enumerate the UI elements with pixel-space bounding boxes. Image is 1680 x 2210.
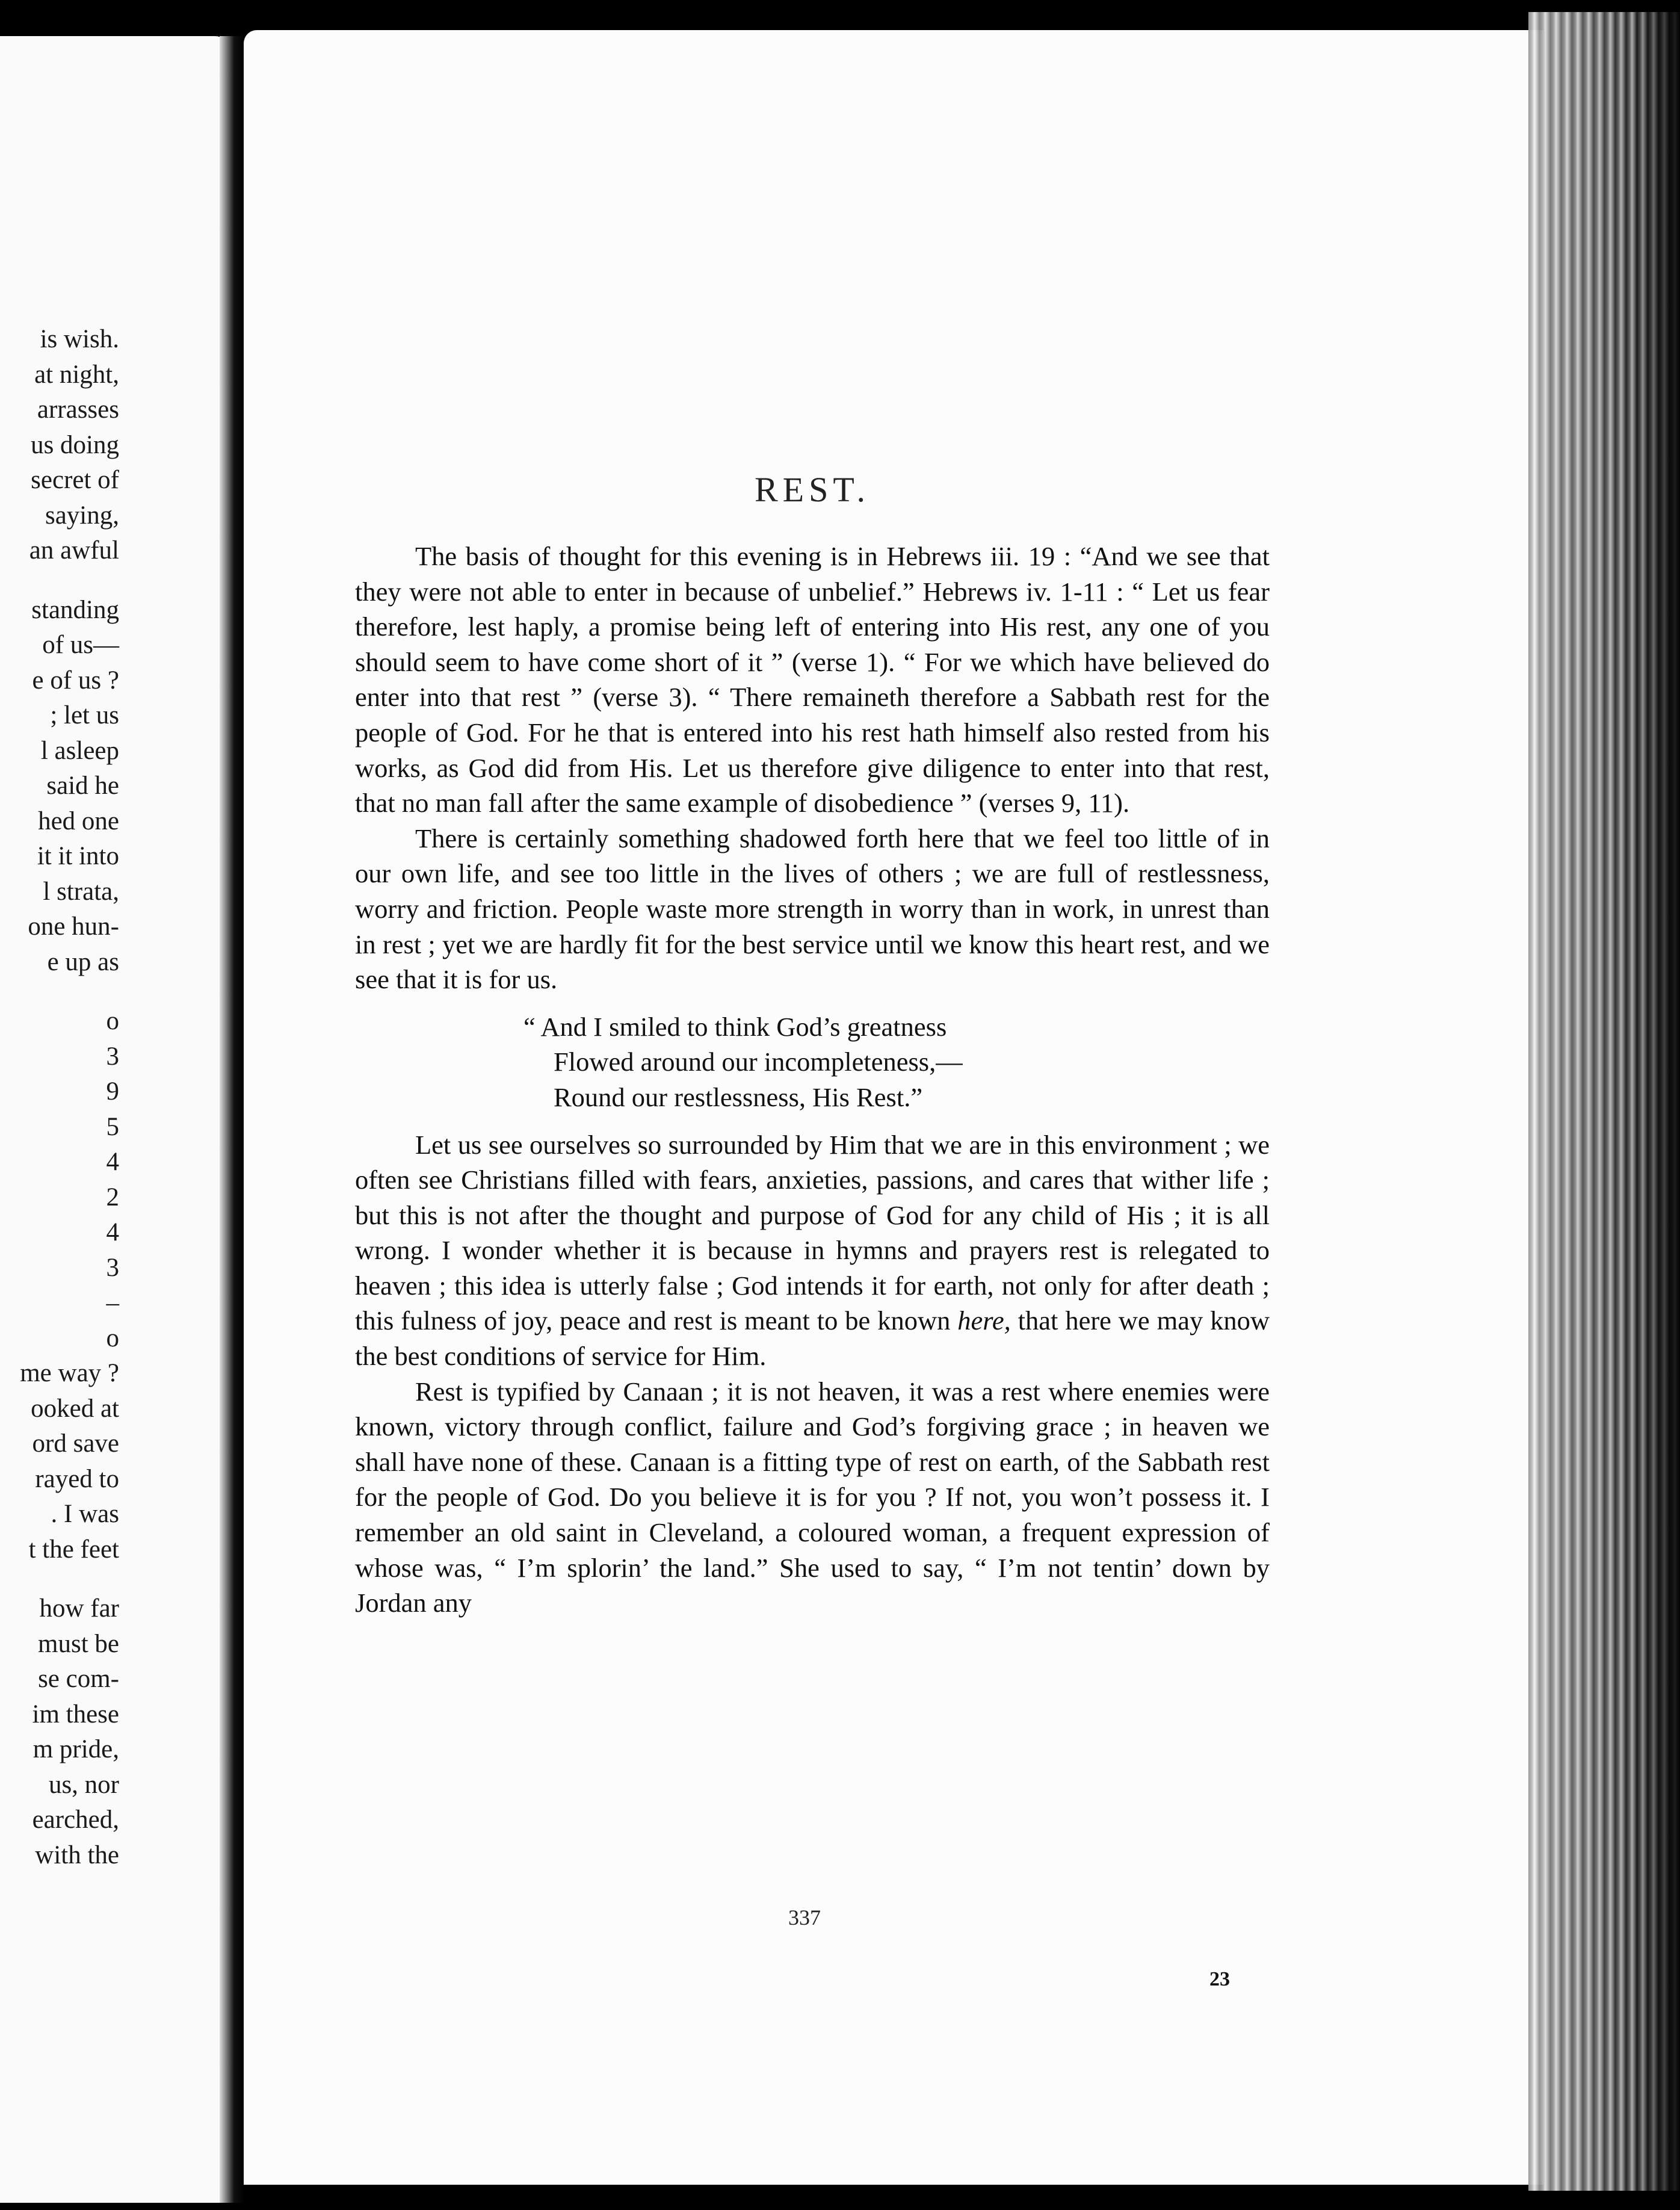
poem-quote xyxy=(523,1009,1270,1115)
left-page-line: arrasses xyxy=(37,395,119,424)
paragraph-2: There is certainly something shadowed forth here that we feel too little of in our own life, and see too little in the lives of others ; we are full of restlessness, worry and friction. People waste more strength in worry than in work, in unrest than in rest ; yet we are hardly fit for the best service until we know this heart rest, and we see that it is for us. xyxy=(355,823,1270,995)
paragraph-3-text-b: that here we may know the best conditions of service for Him. xyxy=(355,1305,1270,1372)
left-page-line: us doing xyxy=(31,430,119,459)
left-page-line: 4 xyxy=(106,1218,119,1246)
paragraph-1: The basis of thought for this evening is in Hebrews iii. 19 : “And we see that they were not able to enter in because of unbelief.” Hebrews iv. 1-11 : “ Let us fear therefore, lest haply, a promise being left of entering into His rest, any one of you should seem to have come short of it ” (verse 1). “ For we which have believed do enter into that rest ” (verse 3). “ There remaineth therefore a Sabbath rest for the people of God. For he that is entered into his rest hath himself also rested from his works, as God did from His. Let us therefore give diligence to enter into that rest, that no man fall after the same example of disobedience ” (verses 9, 11). xyxy=(355,541,1270,819)
paragraph-4: Rest is typified by Canaan ; it is not heaven, it was a rest where enemies were known, victory through conflict, failure and God’s forgiving grace ; in heaven we shall have none of these. Canaan is a fitting type of rest on earth, of the Sabbath rest for the people of God. Do you believe it is for you ? If not, you won’t possess it. I remember an old saint in Cleveland, a coloured woman, a frequent expression of whose was, “ I’m splorin’ the land.” She used to say, “ I’m not tentin’ down by Jordan any xyxy=(355,1376,1270,1618)
left-page-line xyxy=(0,980,119,1004)
left-page-line: – xyxy=(106,1289,119,1317)
left-page-line: secret of xyxy=(31,466,119,494)
left-page-line: it it into xyxy=(37,842,119,870)
chapter-title: REST. xyxy=(755,470,870,509)
left-page-line: saying, xyxy=(45,501,119,530)
left-page-line: l asleep xyxy=(40,736,119,765)
left-page-line: me way ? xyxy=(20,1359,119,1387)
left-page-line: how far xyxy=(39,1594,119,1623)
left-page-line: se com- xyxy=(38,1665,119,1693)
left-page-line: o xyxy=(106,1007,119,1035)
left-page-line: ooked at xyxy=(31,1394,119,1423)
page-content xyxy=(355,469,1270,1621)
left-page-line: is wish. xyxy=(40,325,119,353)
left-page-line: rayed to xyxy=(35,1464,119,1493)
left-page-line: an awful xyxy=(29,536,119,565)
left-page-fragment xyxy=(0,36,227,2203)
poem-line-1: “ And I smiled to think God’s greatness xyxy=(523,1011,947,1042)
left-page-line: hed one xyxy=(38,806,119,835)
left-page-line: o xyxy=(106,1323,119,1352)
left-page-line: of us— xyxy=(42,631,119,659)
left-page-line: with the xyxy=(35,1840,119,1869)
paragraph-3-text-a: Let us see ourselves so surrounded by Him that we are in this environment ; we often see Christians filled with fears, anxieties, passions, and cares that wither life ; but this is not after the thought and purpose of God for any child of His ; it is all wrong. I wonder whether it is because in hymns and prayers rest is relegated to heaven ; this idea is utterly false ; God intends it for earth, not only for after death ; this fulness of joy, peace and rest is meant to be known xyxy=(355,1129,1270,1336)
left-page-line: 9 xyxy=(106,1077,119,1106)
left-page-line: 3 xyxy=(106,1253,119,1282)
poem-line-2: Flowed around our incompleteness,— xyxy=(554,1047,963,1077)
left-page-line: 2 xyxy=(106,1183,119,1212)
signature-mark: 23 xyxy=(1209,1968,1230,1990)
left-page-text xyxy=(0,322,119,1873)
left-page-line: standing xyxy=(31,595,119,624)
page-number: 337 xyxy=(788,1905,821,1930)
left-page-line: at night, xyxy=(34,360,119,389)
left-page-line xyxy=(0,1567,119,1591)
left-page-line: t the feet xyxy=(28,1535,119,1564)
left-page-line: earched, xyxy=(32,1806,119,1834)
left-page-line xyxy=(0,569,119,593)
page-edges-shade xyxy=(1528,12,1680,2191)
left-page-line: l strata, xyxy=(43,877,119,906)
left-page-line: us, nor xyxy=(48,1770,119,1799)
paragraph-3 xyxy=(355,1127,1270,1374)
paragraph-3-emphasis: here, xyxy=(957,1305,1011,1336)
left-page-line: 5 xyxy=(106,1112,119,1141)
left-page-line: e up as xyxy=(47,947,119,976)
left-page-line: 3 xyxy=(106,1042,119,1071)
left-page-line: one hun- xyxy=(28,912,119,941)
left-page-line: e of us ? xyxy=(32,666,119,695)
book-gutter xyxy=(220,36,244,2203)
left-page-line: ord save xyxy=(32,1429,119,1458)
left-page-line: m pride, xyxy=(32,1735,119,1763)
poem-line-3: Round our restlessness, His Rest.” xyxy=(554,1082,923,1112)
left-page-line: 4 xyxy=(106,1148,119,1176)
left-page-line: . I was xyxy=(51,1500,119,1528)
left-page-line: said he xyxy=(46,772,119,800)
left-page-line: must be xyxy=(38,1629,119,1658)
left-page-line: im these xyxy=(32,1700,119,1729)
left-page-line: ; let us xyxy=(50,701,119,729)
